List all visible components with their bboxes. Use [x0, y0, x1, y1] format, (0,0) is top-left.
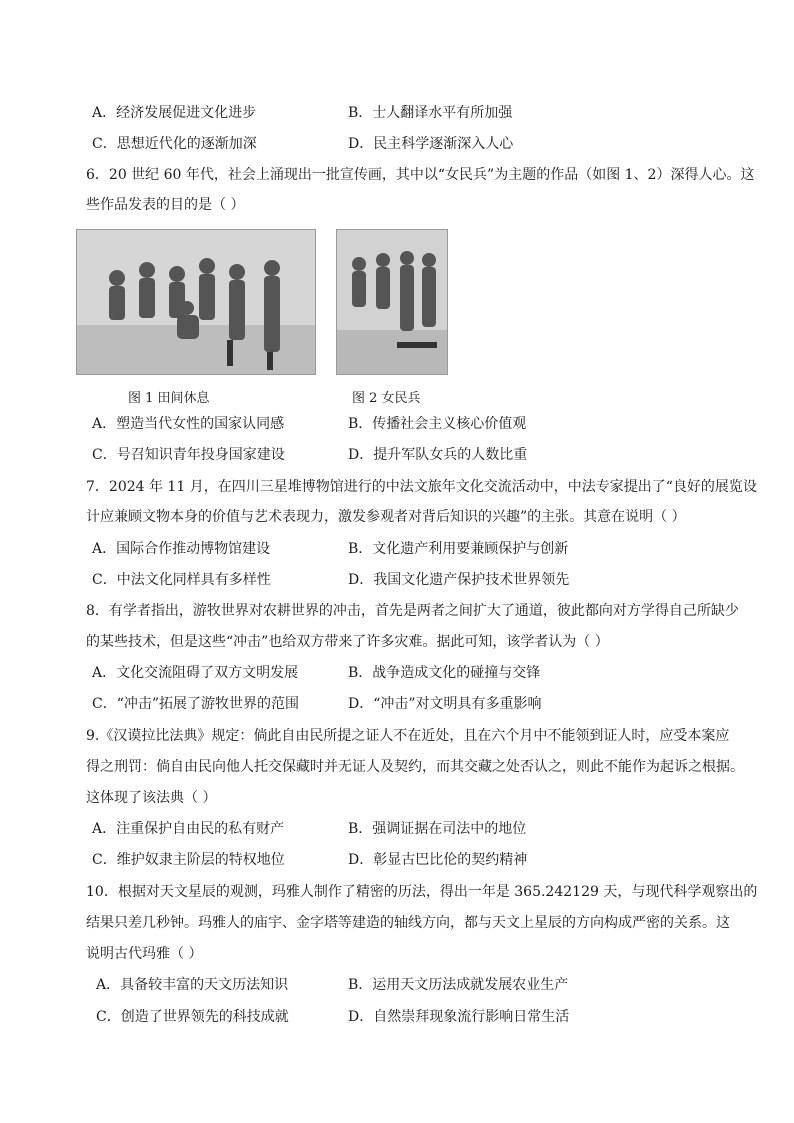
- q8-option-b: B．战争造成文化的碰撞与交锋: [348, 665, 541, 681]
- q10-stem-line-1: 10．根据对天文星辰的观测，玛雅人制作了精密的历法，得出一年是 365.242129 天，与现代科学观察出的: [86, 884, 758, 900]
- q6-stem-line-1: 6．20 世纪 60 年代，社会上涌现出一批宣传画，其中以“女民兵”为主题的作品（如图 1、2）深得人心。这: [86, 167, 755, 183]
- q9-stem-line-1: 9.《汉谟拉比法典》规定：倘此自由民所提之证人不在近处，且在六个月中不能领到证人时，应受本案应: [86, 728, 730, 744]
- q9-option-c: C．维护奴隶主阶层的特权地位: [92, 852, 285, 868]
- q10-stem-line-3: 说明古代玛雅（ ）: [86, 946, 203, 962]
- q10-stem-line-2: 结果只差几秒钟。玛雅人的庙宇、金字塔等建造的轴线方向，都与天文上星辰的方向构成严密的关系。这: [86, 915, 730, 931]
- q7-option-a: A．国际合作推动博物馆建设: [92, 541, 271, 557]
- q8-stem-line-1: 8．有学者指出，游牧世界对农耕世界的冲击，首先是两者之间扩大了通道，彼此都向对方学得自己所缺少: [86, 603, 739, 619]
- q10-option-a: A．具备较丰富的天文历法知识: [96, 977, 289, 993]
- q6-stem-line-2: 些作品发表的目的是（ ）: [86, 197, 245, 213]
- q9-option-d: D．彰显古巴比伦的契约精神: [348, 852, 528, 868]
- q10-option-b: B．运用天文历法成就发展农业生产: [348, 977, 569, 993]
- figure-2-caption: 图 2 女民兵: [352, 391, 421, 406]
- q8-option-c: C．“冲击”拓展了游牧世界的范围: [92, 696, 300, 712]
- q7-option-d: D．我国文化遗产保护技术世界领先: [348, 572, 570, 588]
- q7-option-c: C．中法文化同样具有多样性: [92, 572, 271, 588]
- q9-stem-line-2: 得之刑罚：倘自由民向他人托交保藏时并无证人及契约，而其交藏之处否认之，则此不能作为起诉之根据。: [86, 759, 744, 775]
- q8-option-d: D．“冲击”对文明具有多重影响: [348, 696, 542, 712]
- q7-stem-line-2: 计应兼顾文物本身的价值与艺术表现力，激发参观者对背后知识的兴趣”的主张。其意在说明（ ）: [86, 509, 686, 525]
- q5-option-d: D．民主科学逐渐深入人心: [348, 136, 514, 152]
- q8-option-a: A．文化交流阻碍了双方文明发展: [92, 665, 299, 681]
- q7-option-b: B．文化遗产利用要兼顾保护与创新: [348, 541, 569, 557]
- q10-option-c: C．创造了世界领先的科技成就: [96, 1009, 289, 1025]
- q6-option-d: D．提升军队女兵的人数比重: [348, 447, 528, 463]
- q5-option-a: A．经济发展促进文化进步: [92, 105, 257, 121]
- q8-stem-line-2: 的某些技术，但是这些“冲击”也给双方带来了许多灾难。据此可知，该学者认为（ ）: [86, 634, 609, 650]
- q10-option-d: D．自然崇拜现象流行影响日常生活: [348, 1009, 570, 1025]
- figure-1-photo: [76, 229, 316, 375]
- q5-option-c: C．思想近代化的逐渐加深: [92, 136, 257, 152]
- q9-option-a: A．注重保护自由民的私有财产: [92, 821, 285, 837]
- figure-1-caption: 图 1 田间休息: [128, 391, 210, 406]
- q5-option-b: B．士人翻译水平有所加强: [348, 105, 513, 121]
- q9-option-b: B．强调证据在司法中的地位: [348, 821, 527, 837]
- q9-stem-line-3: 这体现了该法典（ ）: [86, 790, 217, 806]
- q6-option-a: A．塑造当代女性的国家认同感: [92, 416, 285, 432]
- figure-2-photo: [336, 229, 448, 375]
- q7-stem-line-1: 7．2024 年 11 月，在四川三星堆博物馆进行的中法文旅年文化交流活动中，中法专家提出了“良好的展览设: [86, 479, 757, 495]
- figure-2-illustration: [337, 230, 447, 374]
- q6-option-b: B．传播社会主义核心价值观: [348, 416, 527, 432]
- figure-1-illustration: [77, 230, 315, 374]
- q6-option-c: C．号召知识青年投身国家建设: [92, 447, 285, 463]
